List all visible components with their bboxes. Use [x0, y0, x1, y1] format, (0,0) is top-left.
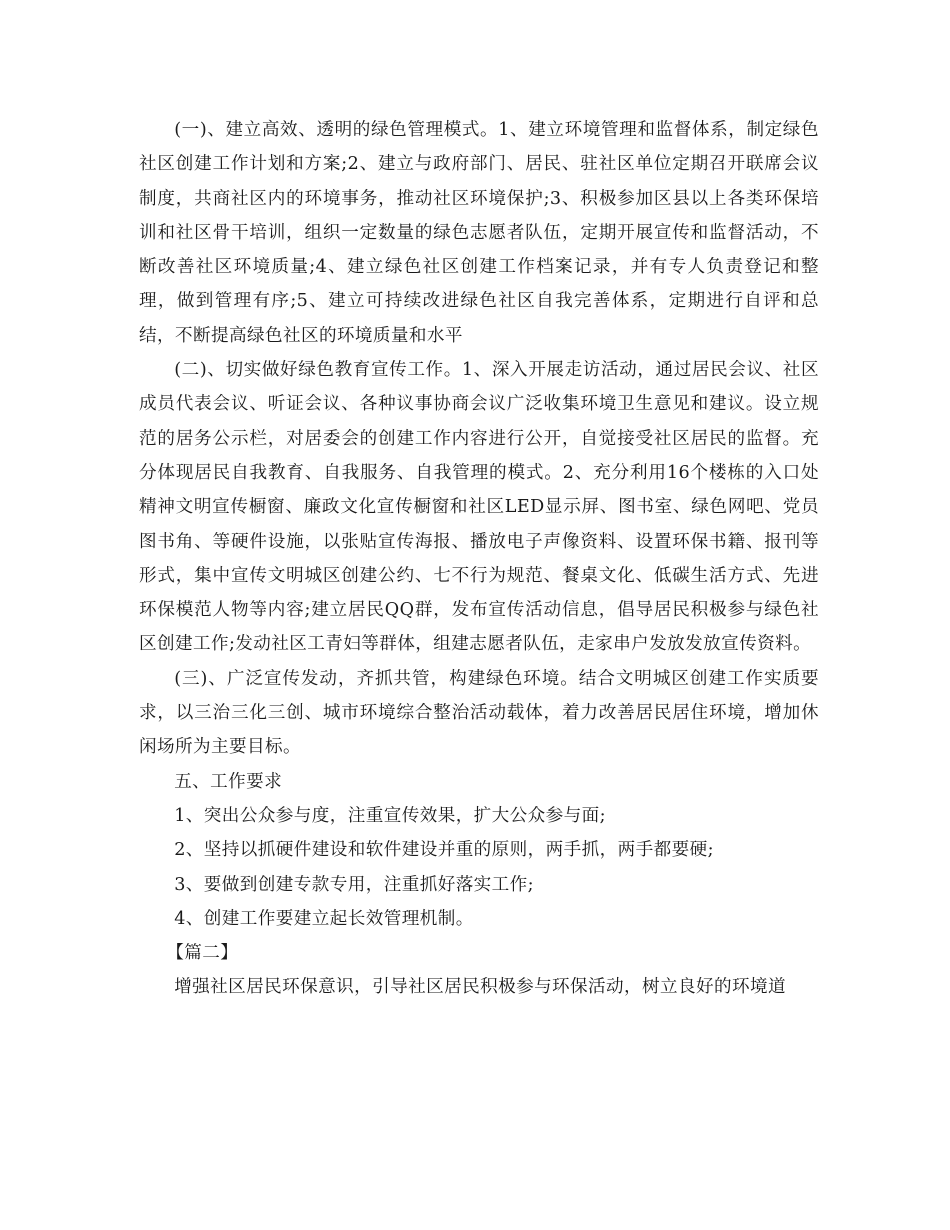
part-marker: 【篇二】	[166, 943, 239, 964]
section-heading: 五、工作要求	[174, 771, 283, 792]
paragraph-green-management: (一)、建立高效、透明的绿色管理模式。1、建立环境管理和监督体系，制定绿色社区创建工作计划和方案;2、建立与政府部门、居民、驻社区单位定期召开联席会议制度，共商社区内的环境事务，推动社区环境保护;3、积极参加区县以上各类环保培训和社区骨干培训，组织一定数量的绿色志愿者队伍，定期开展宣传和监督活动，不断改善社区环境质量;4、建立绿色社区创建工作档案记录，并有专人负责登记和整理，做到管理有序;5、建立可持续改进绿色社区自我完善体系，定期进行自评和总结，不断提高绿色社区的环境质量和水平	[139, 120, 819, 346]
closing-paragraph: 增强社区居民环保意识，引导社区居民积极参与环保活动，树立良好的环境道	[174, 977, 786, 998]
requirement-item: 4、创建工作要建立起长效管理机制。	[174, 908, 474, 929]
requirement-item: 2、坚持以抓硬件建设和软件建设并重的原则，两手抓，两手都要硬;	[174, 840, 714, 861]
paragraph-green-education: (二)、切实做好绿色教育宣传工作。1、深入开展走访活动，通过居民会议、社区成员代表会议、听证会议、各种议事协商会议广泛收集环境卫生意见和建议。设立规范的居务公示栏，对居委会的创建工作内容进行公开，自觉接受社区居民的监督。充分体现居民自我教育、自我服务、自我管理的模式。2、充分利用16个楼栋的入口处精神文明宣传橱窗、廉政文化宣传橱窗和社区LED显示屏、图书室、绿色网吧、党员图书角、等硬件设施，以张贴宣传海报、播放电子声像资料、设置环保书籍、报刊等形式，集中宣传文明城区创建公约、七不行为规范、餐桌文化、低碳生活方式、先进环保模范人物等内容;建立居民QQ群，发布宣传活动信息，倡导居民积极参与绿色社区创建工作;发动社区工青妇等群体，组建志愿者队伍，走家串户发放发放宣传资料。	[139, 360, 819, 655]
document-body	[139, 113, 819, 1005]
requirement-item: 3、要做到创建专款专用，注重抓好落实工作;	[174, 874, 534, 895]
requirement-item: 1、突出公众参与度，注重宣传效果，扩大公众参与面;	[174, 805, 606, 826]
paragraph-green-environment: (三)、广泛宣传发动，齐抓共管，构建绿色环境。结合文明城区创建工作实质要求，以三治三化三创、城市环境综合整治活动载体，着力改善居民居住环境，增加休闲场所为主要目标。	[139, 668, 819, 758]
